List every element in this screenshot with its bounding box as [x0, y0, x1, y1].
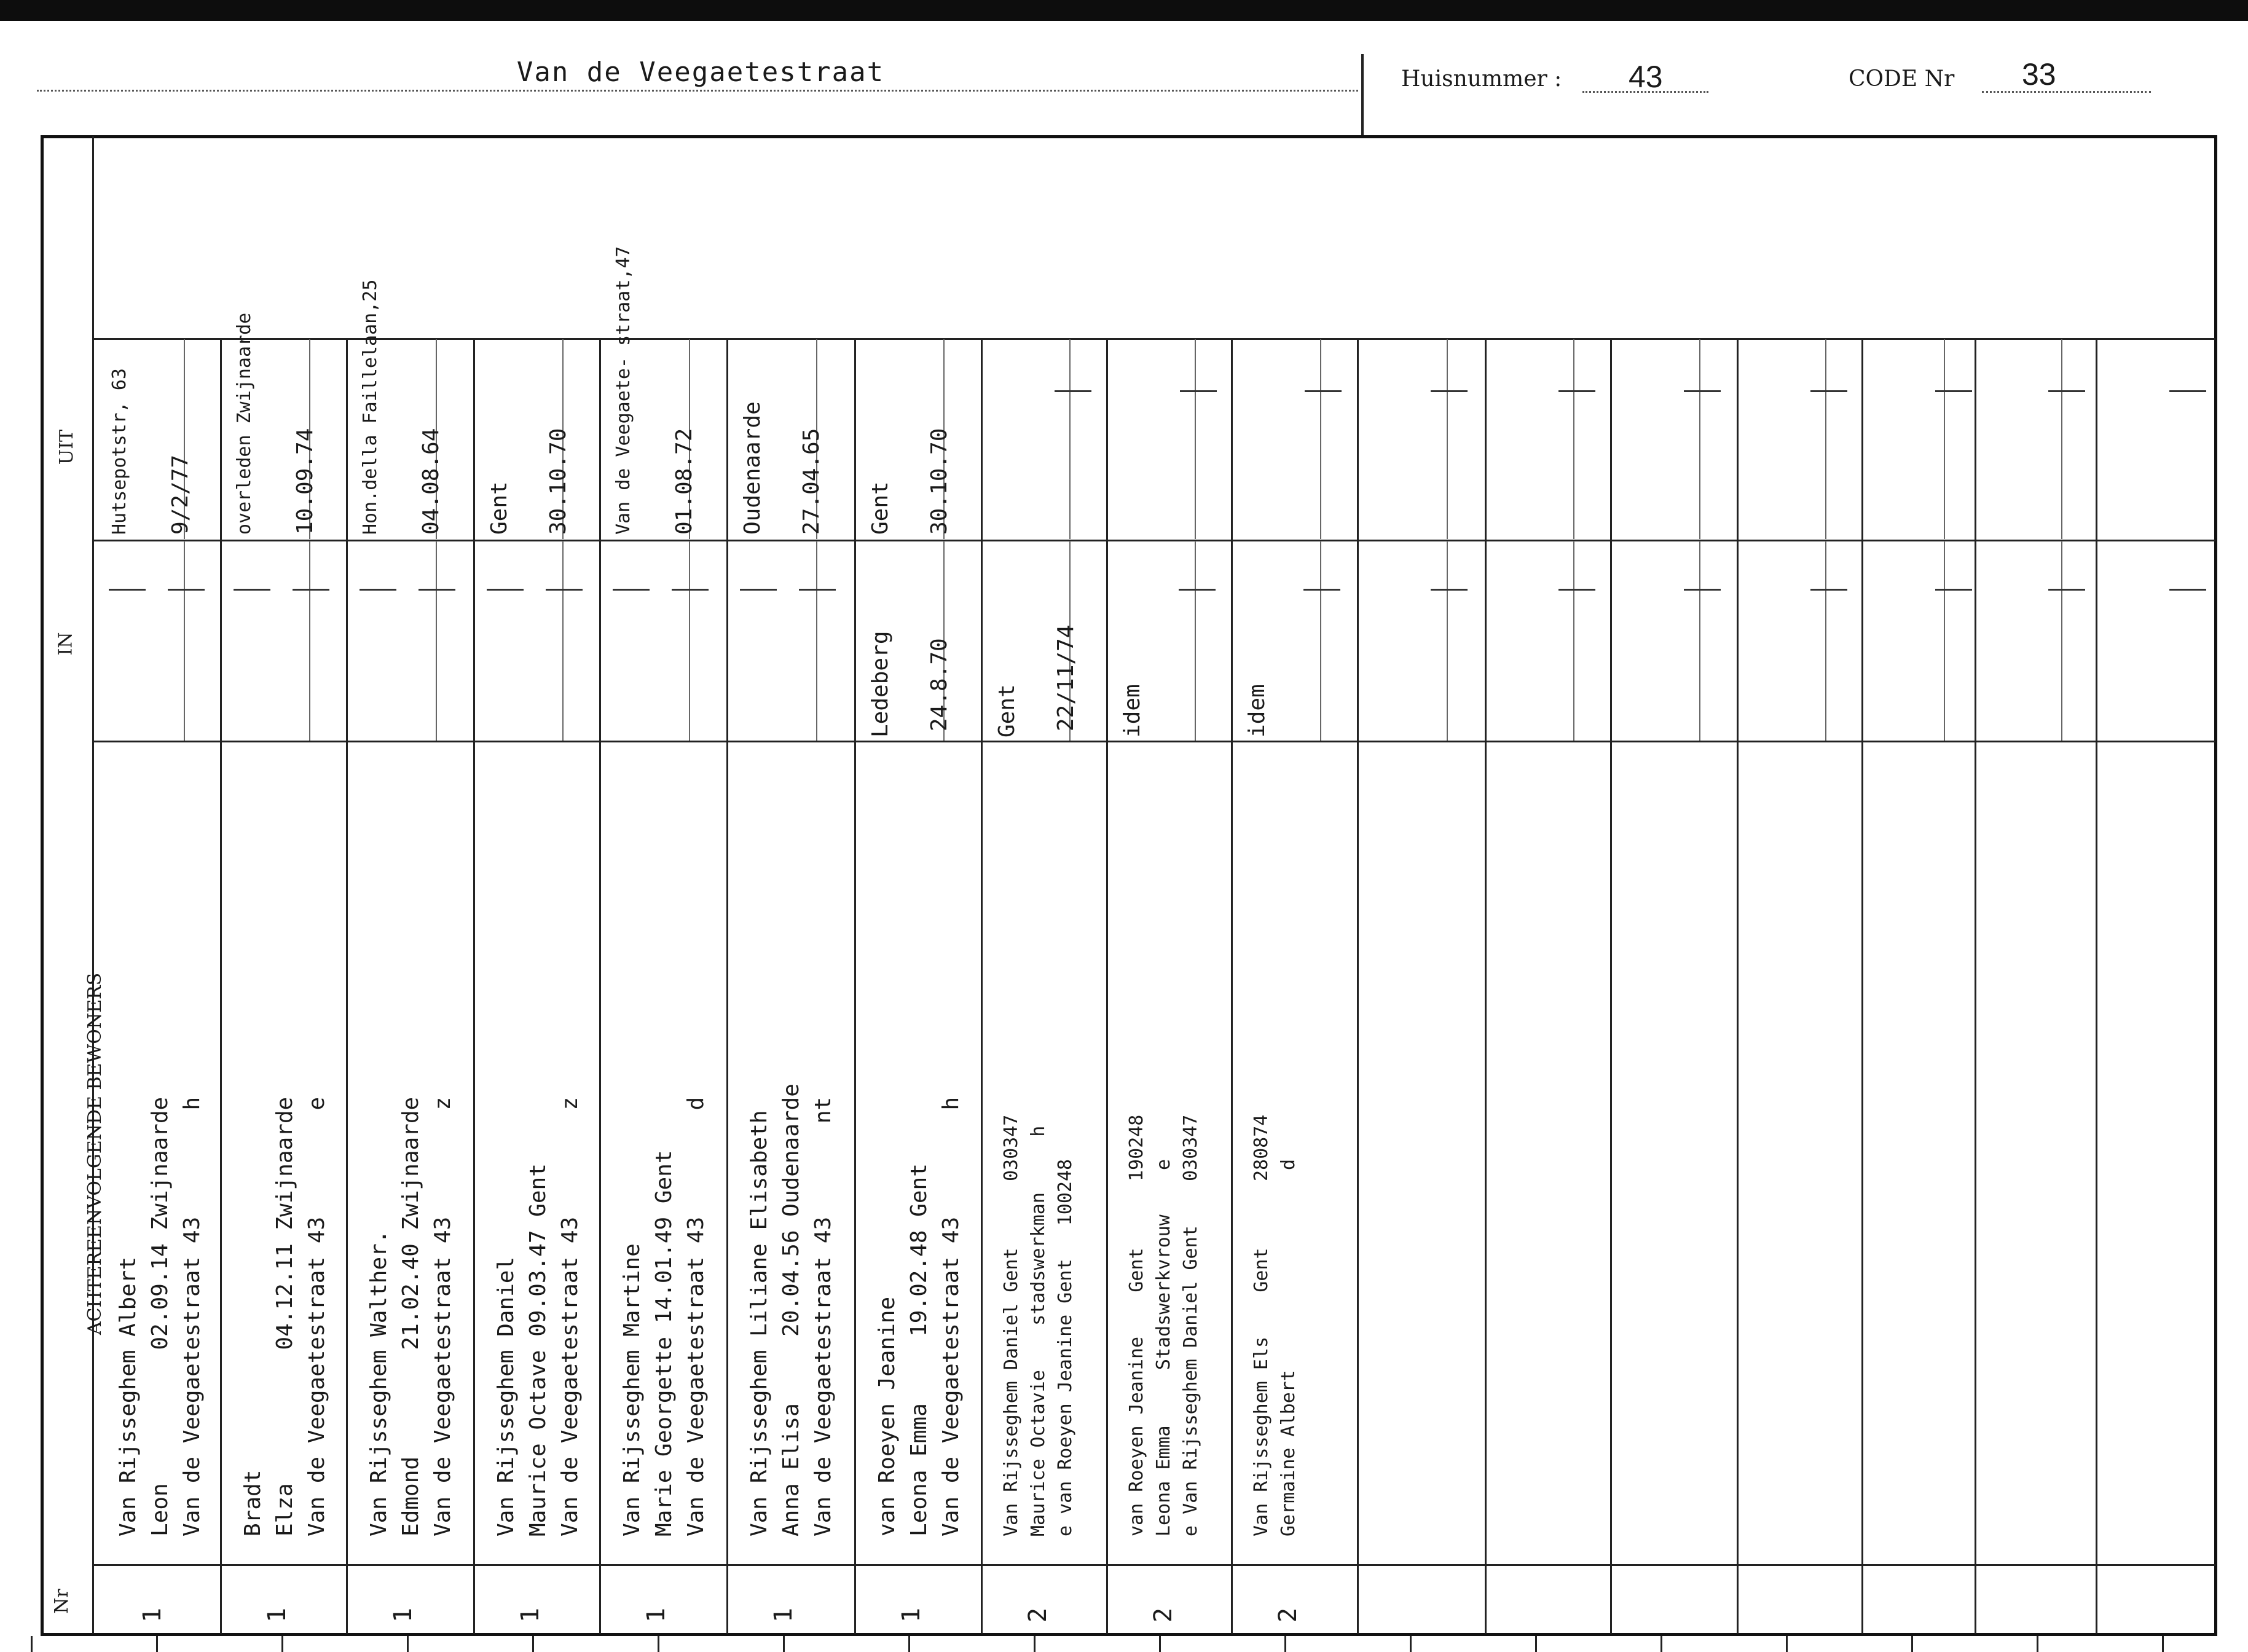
in-half-divider: [1944, 541, 1945, 741]
empty-marker: [109, 589, 146, 591]
empty-marker: [168, 589, 205, 591]
in-top-line: [92, 540, 2215, 541]
in-half-divider: [562, 541, 564, 741]
entry-nr: 1: [642, 1607, 670, 1622]
form-edge-tick: [1786, 1636, 1788, 1652]
resident-line: Van Rijsseghem Els Gent 280874: [1251, 1114, 1272, 1536]
in-place: Gent: [994, 684, 1020, 738]
column-divider: [346, 338, 348, 1634]
empty-marker: [613, 589, 650, 591]
resident-line: Van Rijsseghem Liliane Elisabeth: [747, 1110, 772, 1536]
uit-place: Van de Veegaete- straat,47: [613, 246, 634, 535]
resident-line: Van Rijsseghem Walther.: [366, 1230, 391, 1536]
resident-entry: [1123, 1115, 1205, 1536]
resident-entry: [1248, 1115, 1302, 1536]
resident-line: e van Roeyen Jeanine Gent 100248: [1055, 1158, 1076, 1536]
in-place: Ledeberg: [868, 631, 893, 738]
entry-nr: 1: [138, 1607, 167, 1622]
in-half-divider: [1699, 541, 1700, 741]
nr-top-line: [92, 1564, 2215, 1566]
section-label-uit: UIT: [56, 429, 78, 465]
uit-half-divider: [2061, 339, 2062, 539]
code-dotted-line: [1982, 91, 2151, 93]
empty-marker: [1305, 390, 1342, 392]
resident-line: Van de Veegaetestraat 43 nt: [811, 1096, 836, 1536]
column-divider: [1357, 338, 1359, 1634]
in-half-divider: [436, 541, 437, 741]
in-half-divider: [1195, 541, 1196, 741]
in-date: 22/11/74: [1053, 624, 1079, 731]
resident-entry: [112, 1097, 208, 1536]
resident-line: Bradt: [240, 1469, 265, 1536]
section-label-in: IN: [55, 632, 77, 656]
resident-line: Germaine Albert d: [1278, 1158, 1299, 1536]
uit-half-divider: [1195, 339, 1196, 539]
uit-place: Hon.della Faillelaan,25: [360, 279, 381, 535]
resident-line: Van Rijsseghem Martine: [619, 1243, 645, 1536]
form-edge-tick: [658, 1636, 659, 1652]
header-separator: [1361, 54, 1364, 136]
resident-line: van Roeyen Jeanine: [874, 1296, 900, 1536]
empty-marker: [2169, 390, 2206, 392]
resident-entry: [490, 1097, 586, 1536]
empty-marker: [1431, 589, 1468, 591]
resident-line: Leon 02.09.14 Zwijnaarde: [147, 1096, 173, 1536]
empty-marker: [1810, 589, 1847, 591]
in-half-divider: [1573, 541, 1574, 741]
resident-line: Van de Veegaetestraat 43 z: [557, 1096, 583, 1536]
in-place: idem: [1244, 684, 1270, 738]
resident-line: Leona Emma Stadswerkvrouw e: [1153, 1158, 1174, 1536]
resident-entry: [616, 1097, 712, 1536]
resident-line: Van de Veegaetestraat 43 h: [938, 1096, 964, 1536]
column-divider: [1737, 338, 1739, 1634]
column-divider: [1231, 338, 1233, 1634]
empty-marker: [799, 589, 836, 591]
in-half-divider: [2061, 541, 2062, 741]
uit-place: overleden Zwijnaarde: [234, 312, 255, 535]
uit-date: 01.08.72: [672, 428, 697, 535]
column-divider: [1861, 338, 1863, 1634]
resident-line: Van Rijsseghem Albert: [116, 1256, 141, 1536]
empty-marker: [419, 589, 455, 591]
in-half-divider: [1825, 541, 1826, 741]
uit-half-divider: [1447, 339, 1448, 539]
entry-nr: 1: [516, 1607, 544, 1622]
code-label: CODE Nr: [1849, 66, 1955, 92]
empty-marker: [293, 589, 329, 591]
resident-line: Van Rijsseghem Daniel: [493, 1256, 519, 1536]
column-divider: [1485, 338, 1487, 1634]
form-edge-tick: [407, 1636, 409, 1652]
form-edge-tick: [1284, 1636, 1286, 1652]
form-edge-tick: [1159, 1636, 1161, 1652]
uit-place: Gent: [868, 481, 893, 535]
column-divider: [1610, 338, 1612, 1634]
resident-line: van Roeyen Jeanine Gent 190248: [1126, 1114, 1147, 1536]
huisnummer-value: 43: [1629, 60, 1663, 94]
uit-half-divider: [1699, 339, 1700, 539]
uit-place: Gent: [487, 481, 512, 535]
empty-marker: [1935, 390, 1972, 392]
section-label-bewoners: ACHTEREENVOLGENDE BEWONERS: [84, 972, 106, 1335]
form-edge-tick: [1410, 1636, 1412, 1652]
in-half-divider: [816, 541, 817, 741]
resident-line: Leona Emma 19.02.48 Gent: [906, 1163, 932, 1536]
empty-marker: [2048, 390, 2085, 392]
resident-line: Marie Georgette 14.01.49 Gent: [651, 1150, 677, 1536]
uit-half-divider: [1825, 339, 1826, 539]
uit-half-divider: [1320, 339, 1321, 539]
empty-marker: [2169, 589, 2206, 591]
resident-line: e Van Rijsseghem Daniel Gent 030347: [1180, 1114, 1201, 1536]
uit-date: 30.10.70: [546, 428, 571, 535]
empty-marker: [1558, 390, 1595, 392]
form-edge-tick: [908, 1636, 910, 1652]
form-edge-tick: [783, 1636, 785, 1652]
in-half-divider: [689, 541, 690, 741]
uit-date: 30.10.70: [927, 428, 952, 535]
label-column-divider: [92, 136, 94, 1634]
resident-entry: [237, 1097, 333, 1536]
section-label-nr: Nr: [50, 1589, 73, 1614]
column-divider: [220, 338, 222, 1634]
resident-line: Elza 04.12.11 Zwijnaarde: [272, 1096, 297, 1536]
in-half-divider: [309, 541, 310, 741]
form-edge-tick: [2037, 1636, 2038, 1652]
column-divider: [726, 338, 728, 1634]
empty-marker: [1684, 589, 1721, 591]
form-edge-tick: [1660, 1636, 1662, 1652]
form-edge-tick: [1034, 1636, 1036, 1652]
resident-line: Van de Veegaetestraat 43 d: [683, 1096, 709, 1536]
empty-marker: [1180, 390, 1217, 392]
in-half-divider: [184, 541, 185, 741]
resident-line: Van de Veegaetestraat 43 z: [430, 1096, 455, 1536]
resident-line: Maurice Octave 09.03.47 Gent: [525, 1163, 551, 1536]
uit-half-divider: [1573, 339, 1574, 539]
resident-line: Van de Veegaetestraat 43 e: [304, 1096, 329, 1536]
empty-marker: [740, 589, 777, 591]
empty-marker: [1179, 589, 1216, 591]
form-edge-tick: [31, 1636, 33, 1652]
in-half-divider: [1320, 541, 1321, 741]
resident-line: Anna Elisa 20.04.56 Oudenaarde: [779, 1084, 804, 1536]
uit-date: 27.04.65: [799, 428, 824, 535]
entry-nr: 2: [1024, 1607, 1052, 1622]
uit-half-divider: [1069, 339, 1071, 539]
empty-marker: [234, 589, 270, 591]
uit-place: Oudenaarde: [740, 401, 765, 535]
scan-border: [0, 0, 2248, 21]
column-divider: [599, 338, 601, 1634]
empty-marker: [1055, 390, 1091, 392]
entry-nr: 1: [769, 1607, 798, 1622]
resident-line: Van Rijsseghem Daniel Gent 030347: [1000, 1114, 1022, 1536]
uit-place: Hutsepotstr, 63: [109, 368, 130, 535]
street-dotted-line: [37, 90, 1358, 92]
empty-marker: [1810, 390, 1847, 392]
entry-nr: 1: [263, 1607, 291, 1622]
form-edge-tick: [2162, 1636, 2164, 1652]
bewoners-top-line: [92, 741, 2215, 742]
column-divider: [854, 338, 856, 1634]
uit-date: 04.08.64: [419, 428, 444, 535]
empty-marker: [672, 589, 709, 591]
street-name: Van de Veegaetestraat: [516, 57, 885, 88]
resident-line: Edmond 21.02.40 Zwijnaarde: [398, 1096, 423, 1536]
uit-date: 9/2/77: [168, 454, 193, 535]
in-place: idem: [1120, 684, 1145, 738]
column-divider: [1106, 338, 1108, 1634]
empty-marker: [1558, 589, 1595, 591]
huisnummer-label: Huisnummer :: [1401, 66, 1562, 92]
in-date: 24.8.70: [927, 638, 952, 731]
uit-half-divider: [1944, 339, 1945, 539]
resident-entry: [998, 1115, 1079, 1536]
resident-entry: [363, 1097, 459, 1536]
resident-line: Van de Veegaetestraat 43 h: [179, 1096, 205, 1536]
empty-marker: [487, 589, 524, 591]
empty-marker: [1935, 589, 1972, 591]
resident-entry: [744, 1084, 839, 1536]
form-edge-tick: [156, 1636, 158, 1652]
entry-nr: 2: [1149, 1607, 1177, 1622]
form-edge-tick: [532, 1636, 534, 1652]
column-divider: [2096, 338, 2097, 1634]
in-half-divider: [1447, 541, 1448, 741]
uit-date: 10.09.74: [293, 428, 318, 535]
column-divider: [473, 338, 475, 1634]
empty-marker: [1431, 390, 1468, 392]
resident-line: Maurice Octavie stadswerkman h: [1028, 1125, 1049, 1536]
column-divider: [981, 338, 983, 1634]
empty-marker: [1684, 390, 1721, 392]
empty-marker: [1303, 589, 1340, 591]
empty-marker: [2048, 589, 2085, 591]
resident-entry: [871, 1097, 967, 1536]
entry-nr: 1: [897, 1607, 926, 1622]
form-edge-tick: [1911, 1636, 1913, 1652]
entry-nr: 2: [1274, 1607, 1302, 1622]
code-value: 33: [2022, 57, 2056, 92]
form-edge-tick: [1535, 1636, 1537, 1652]
form-edge-tick: [281, 1636, 283, 1652]
column-divider: [1975, 338, 1976, 1634]
entry-nr: 1: [389, 1607, 417, 1622]
empty-marker: [546, 589, 583, 591]
uit-top-line: [92, 338, 2215, 340]
empty-marker: [360, 589, 396, 591]
